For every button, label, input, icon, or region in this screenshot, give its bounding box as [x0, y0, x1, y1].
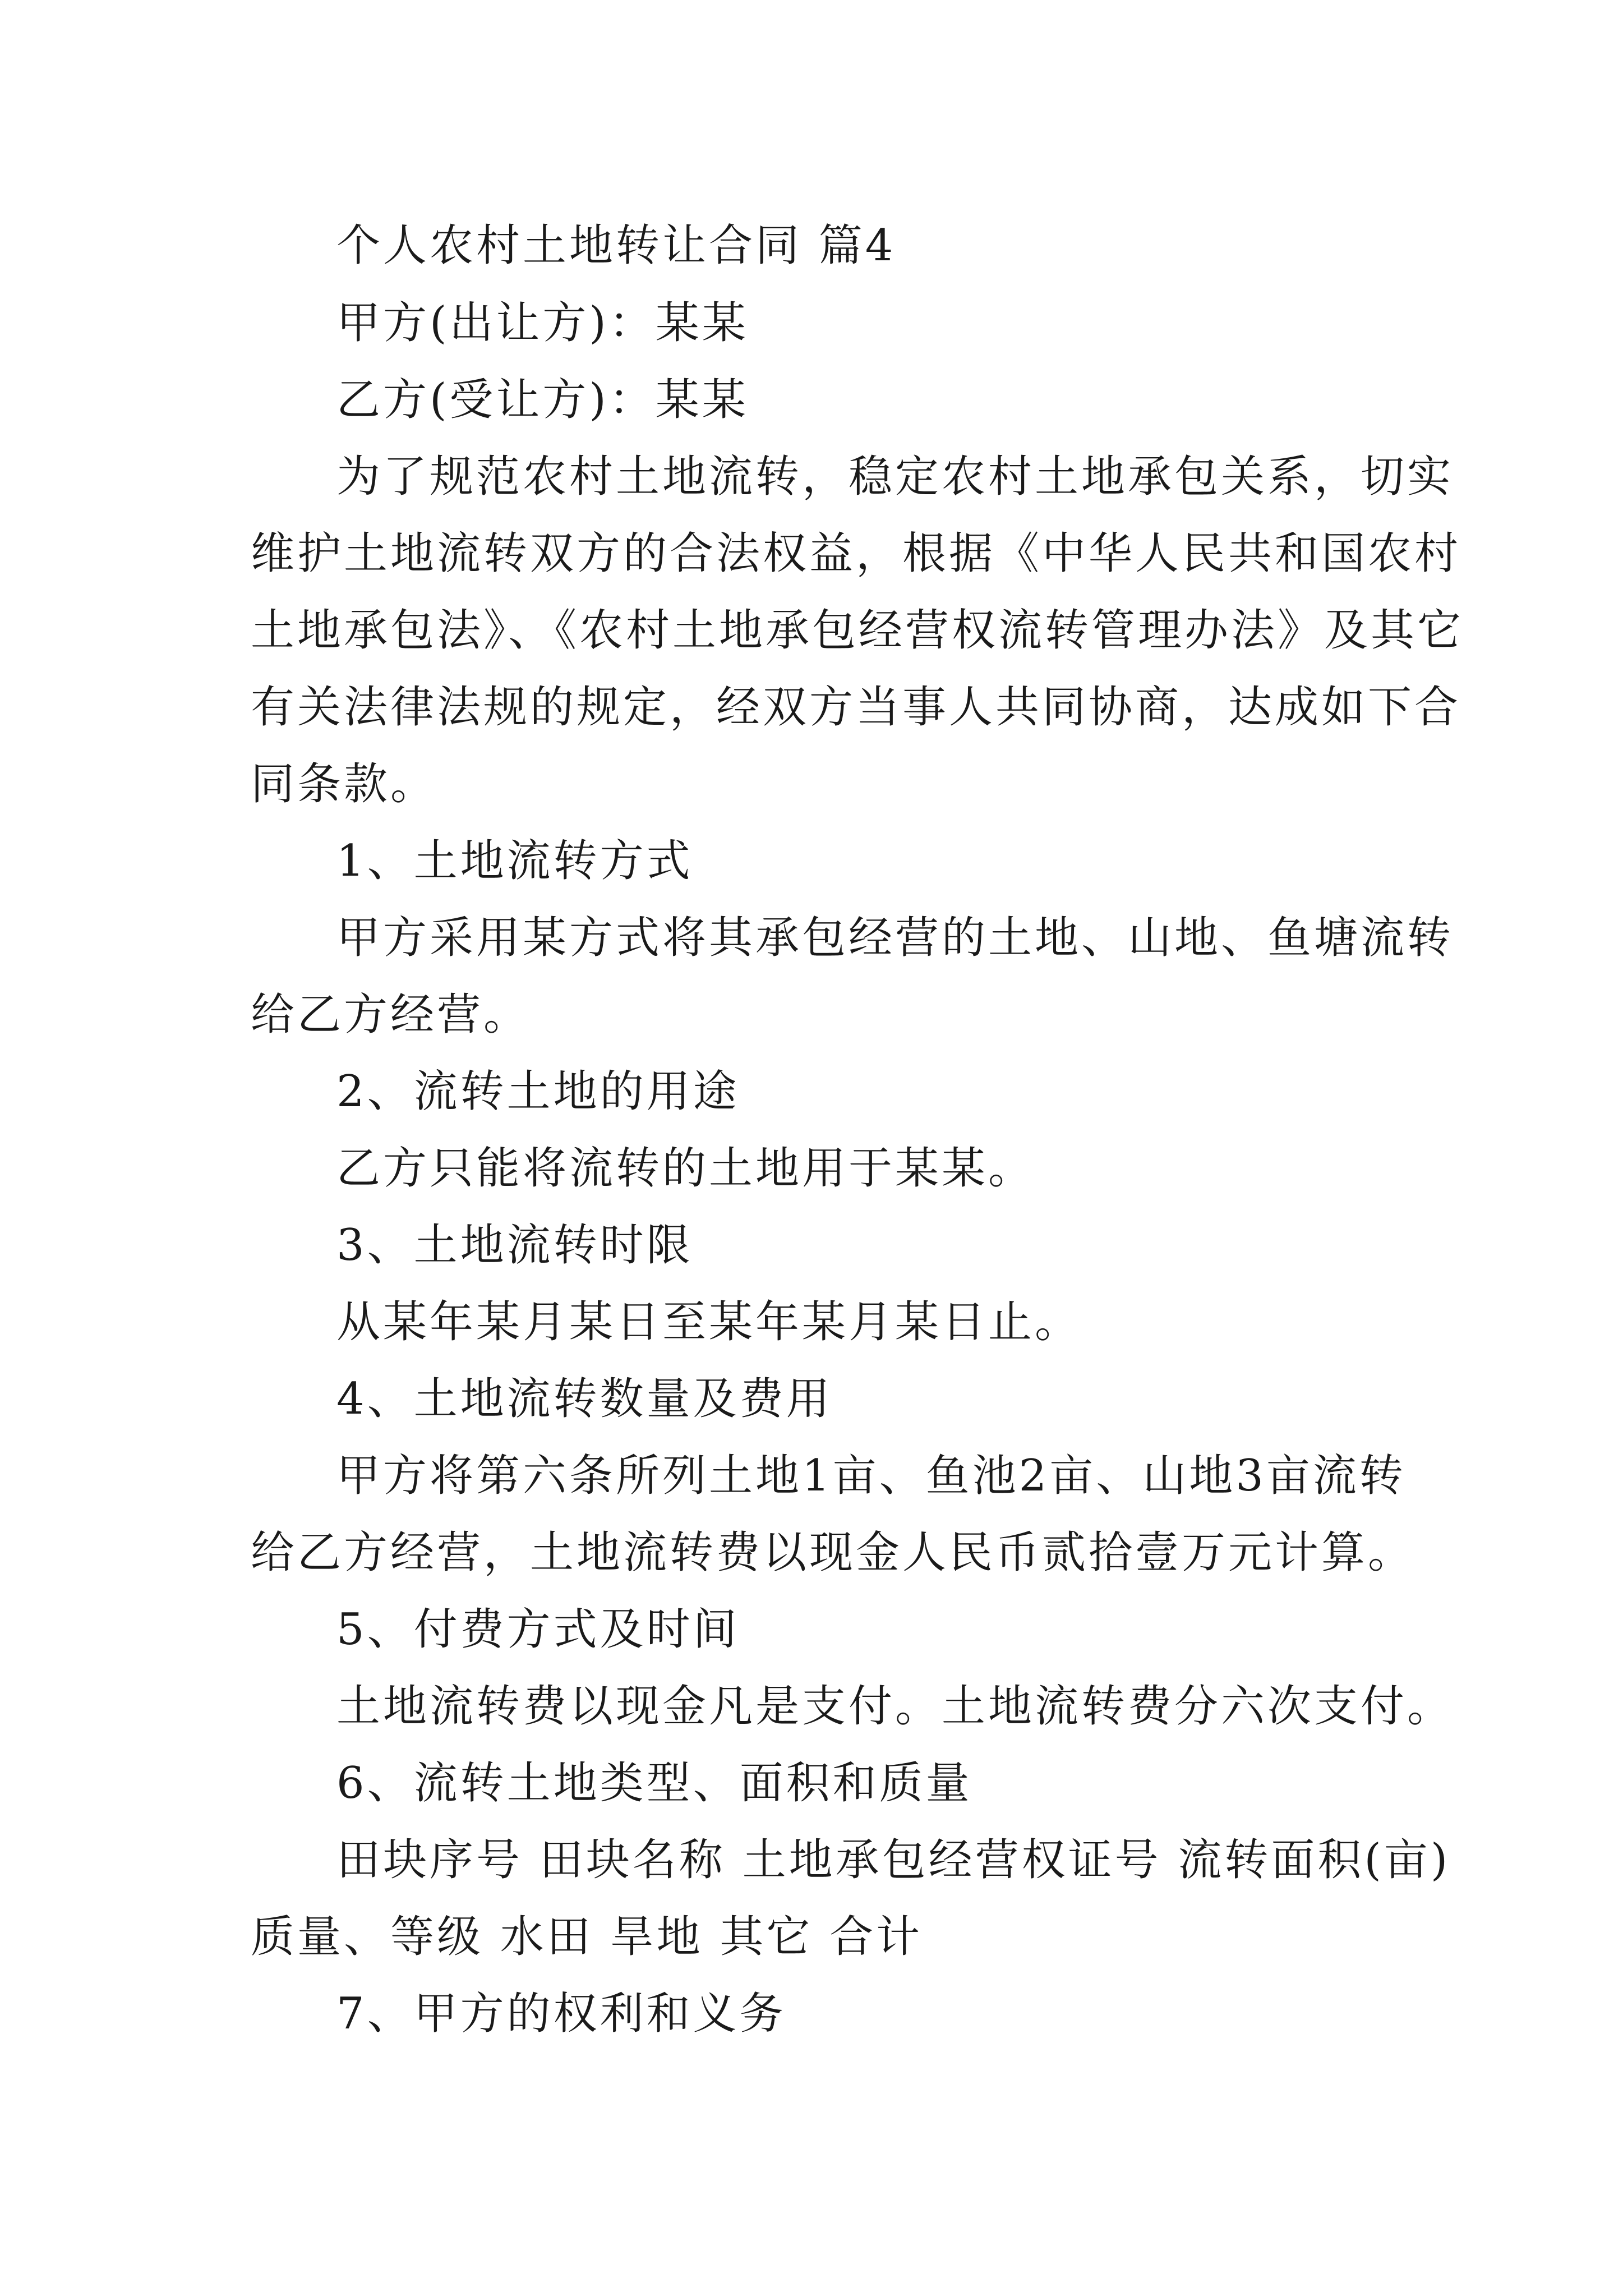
section-body-line: 甲方采用某方式将其承包经营的土地、山地、鱼塘流转: [336, 913, 1454, 963]
section-heading: 5、付费方式及时间: [336, 1604, 740, 1655]
section-heading: 1、土地流转方式: [336, 836, 693, 886]
section-heading: 6、流转土地类型、面积和质量: [336, 1758, 972, 1809]
preamble-line: 土地承包法》、《农村土地承包经营权流转管理办法》及其它: [251, 605, 1464, 656]
section-body-line: 乙方只能将流转的土地用于某某。: [336, 1143, 1035, 1194]
preamble-line: 为了规范农村土地流转，稳定农村土地承包关系，切实: [336, 452, 1454, 502]
preamble-line: 同条款。: [251, 759, 437, 809]
party-a-line: 甲方(出让方)：某某: [336, 298, 749, 348]
preamble-line: 维护土地流转双方的合法权益，根据《中华人民共和国农村: [251, 528, 1461, 579]
section-body-line: 给乙方经营。: [251, 990, 531, 1040]
document-title: 个人农村土地转让合同 篇4: [336, 220, 896, 271]
section-body-line: 甲方将第六条所列土地1亩、鱼池2亩、山地3亩流转: [336, 1451, 1406, 1501]
section-body-line: 田块序号 田块名称 土地承包经营权证号 流转面积(亩): [336, 1835, 1451, 1885]
section-heading: 3、土地流转时限: [336, 1220, 693, 1271]
section-heading: 4、土地流转数量及费用: [336, 1374, 833, 1424]
section-heading: 7、甲方的权利和义务: [336, 1989, 786, 2039]
section-body-line: 土地流转费以现金凡是支付。土地流转费分六次支付。: [336, 1681, 1454, 1732]
section-heading: 2、流转土地的用途: [336, 1066, 740, 1117]
party-b-line: 乙方(受让方)：某某: [336, 375, 749, 425]
section-body-line: 给乙方经营，土地流转费以现金人民币贰拾壹万元计算。: [251, 1527, 1415, 1578]
section-body-line: 质量、等级 水田 旱地 其它 合计: [251, 1912, 923, 1962]
preamble-line: 有关法律法规的规定，经双方当事人共同协商，达成如下合: [251, 682, 1461, 733]
section-body-line: 从某年某月某日至某年某月某日止。: [336, 1297, 1082, 1347]
